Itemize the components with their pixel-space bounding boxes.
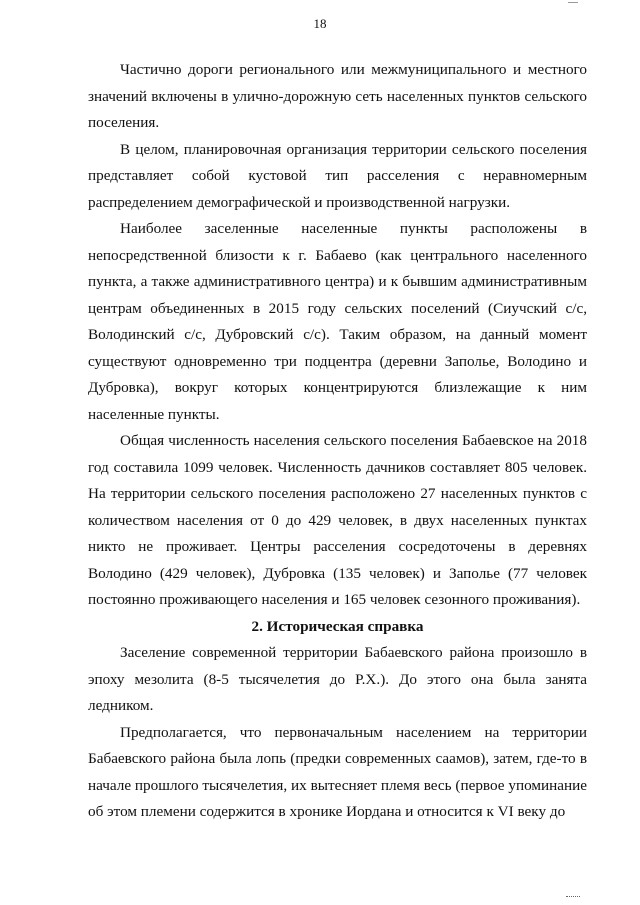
paragraph-mesolithic: Заселение современной территории Бабаевского района произошло в эпоху мезолита (8-5 тысячелетия до Р.Х.). До этого она была занята ледником. [88, 644, 587, 714]
paragraph-early-population: Предполагается, что первоначальным населением на территории Бабаевского района была лопь (предки современных саамов), затем, где-то в начале прошлого тысячелетия, их вытесняет племя весь (первое упоминание об этом племени содержится в хронике Иордана и относится к VI веку до [88, 723, 587, 820]
paragraph-settlement-type: В целом, планировочная организация территории сельского поселения представляет собой кустовой тип расселения с неравномерным распределением демографической и производственной нагрузки. [88, 140, 587, 211]
page-number: 18 [313, 16, 327, 31]
paragraph-population: Общая численность населения сельского поселения Бабаевское на 2018 год составила 1099 человек. Численность дачников составляет 805 человек. На территории сельского поселения расположено 27 населенных пунктов с количеством населения от 0 до 429 человек, в двух населенных пунктах никто не проживает. Центры расселения сосредоточены в деревнях Володино (429 человек), Дубровка (135 человек) и Заполье (77 человек постоянно проживающего населения и 165 человек сезонного проживания). [88, 432, 587, 608]
scan-mark-bottom [566, 896, 580, 898]
page-content [88, 57, 587, 826]
paragraph-roads: Частично дороги регионального или межмуниципального и местного значений включены в улично-дорожную сеть населенных пунктов сельского поселения. [88, 61, 587, 131]
section-heading: 2. Историческая справка [251, 617, 424, 635]
scan-mark [568, 2, 578, 3]
paragraph-populated-places: Наиболее заселенные населенные пункты расположены в непосредственной близости к г. Бабаево (как центрального населенного пункта, а также административного центра) и к бывшим административным центрам объединенных в 2015 году сельских поселений (Сиучский с/с, Володинский с/с, Дубровский с/с). Таким образом, на данный момент существуют одновременно три подцентра (деревни Заполье, Володино и Дубровка), вокруг которых концентрируются близлежащие к ним населенные пункты. [88, 220, 587, 423]
